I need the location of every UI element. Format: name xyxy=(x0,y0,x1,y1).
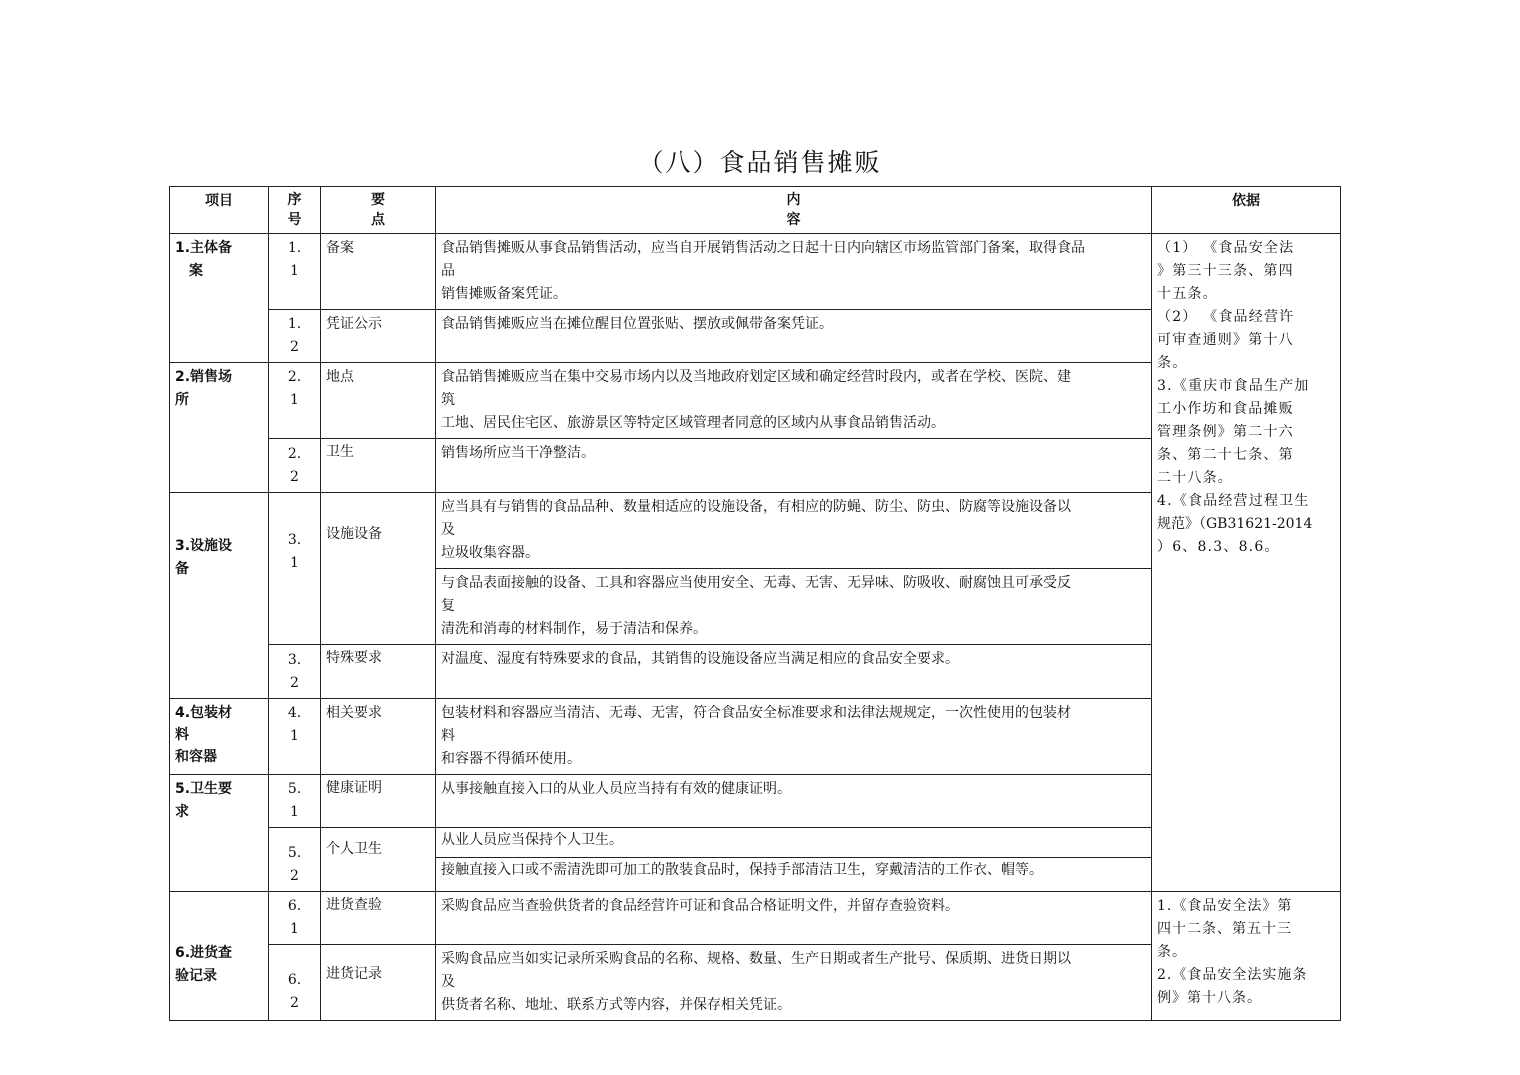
key-cell: 地点 xyxy=(321,363,436,439)
content-cell: 对温度、湿度有特殊要求的食品，其销售的设施设备应当满足相应的食品安全要求。 xyxy=(436,645,1152,699)
content-cell: 接触直接入口或不需清洗即可加工的散装食品时，保持手部清洁卫生，穿戴清洁的工作衣、帽等。 xyxy=(436,858,1152,892)
content-cell: 从事接触直接入口的从业人员应当持有有效的健康证明。 xyxy=(436,775,1152,828)
key-cell: 相关要求 xyxy=(321,699,436,775)
category-cell: 6.进货查 验记录 xyxy=(170,892,269,1021)
seq-cell: 4. 1 xyxy=(269,699,321,775)
content-cell: 食品销售摊贩应当在摊位醒目位置张贴、摆放或佩带备案凭证。 xyxy=(436,310,1152,363)
category-cell: 1.主体备 案 xyxy=(170,234,269,363)
header-item: 项目 xyxy=(170,187,269,234)
page-title: （八）食品销售摊贩 xyxy=(638,148,882,177)
category-cell: 4.包装材 料 和容器 xyxy=(170,699,269,775)
category-cell: 2.销售场 所 xyxy=(170,363,269,493)
seq-cell: 1. 1 xyxy=(269,234,321,310)
content-cell: 采购食品应当查验供货者的食品经营许可证和食品合格证明文件，并留存查验资料。 xyxy=(436,892,1152,945)
key-cell: 备案 xyxy=(321,234,436,310)
seq-cell: 6. 1 xyxy=(269,892,321,945)
seq-cell: 2. 2 xyxy=(269,439,321,493)
content-cell: 销售场所应当干净整洁。 xyxy=(436,439,1152,493)
key-cell: 进货记录 xyxy=(321,945,436,1021)
seq-cell: 6. 2 xyxy=(269,945,321,1021)
seq-cell: 1. 2 xyxy=(269,310,321,363)
key-cell: 特殊要求 xyxy=(321,645,436,699)
key-cell: 进货查验 xyxy=(321,892,436,945)
seq-cell: 5. 2 xyxy=(269,828,321,892)
content-cell: 从业人员应当保持个人卫生。 xyxy=(436,828,1152,858)
seq-cell: 3. 2 xyxy=(269,645,321,699)
key-cell: 设施设备 xyxy=(321,493,436,645)
key-cell: 卫生 xyxy=(321,439,436,493)
content-cell: 应当具有与销售的食品品种、数量相适应的设施设备，有相应的防蝇、防尘、防虫、防腐等设施设备以 及 垃圾收集容器。 xyxy=(436,493,1152,569)
category-cell: 3.设施设 备 xyxy=(170,493,269,699)
basis-cell: （1） 《食品安全法 》第三十三条、第四 十五条。 （2） 《食品经营许 可审查通则》第十八 条。 3.《重庆市食品生产加 工小作坊和食品摊贩 管理条例》第二十六 条、第二十七条、第 二十八条。 4.《食品经营过程卫生 规范》（GB31621-2014 ）6、8.3、8.6。 xyxy=(1152,234,1341,892)
basis-cell-purchase: 1.《食品安全法》第 四十二条、第五十三 条。 2.《食品安全法实施条 例》第十八条。 xyxy=(1152,892,1341,1021)
content-cell: 包装材料和容器应当清洁、无毒、无害，符合食品安全标准要求和法律法规规定，一次性使用的包装材 料 和容器不得循环使用。 xyxy=(436,699,1152,775)
header-content: 内 容 xyxy=(436,187,1152,234)
header-seq: 序 号 xyxy=(269,187,321,234)
content-cell: 食品销售摊贩应当在集中交易市场内以及当地政府划定区域和确定经营时段内，或者在学校、医院、建 筑 工地、居民住宅区、旅游景区等特定区域管理者同意的区域内从事食品销售活动。 xyxy=(436,363,1152,439)
header-basis: 依据 xyxy=(1152,187,1341,234)
seq-cell: 5. 1 xyxy=(269,775,321,828)
content-cell: 采购食品应当如实记录所采购食品的名称、规格、数量、生产日期或者生产批号、保质期、进货日期以 及 供货者名称、地址、联系方式等内容，并保存相关凭证。 xyxy=(436,945,1152,1021)
seq-cell: 2. 1 xyxy=(269,363,321,439)
header-key: 要 点 xyxy=(321,187,436,234)
content-cell: 食品销售摊贩从事食品销售活动，应当自开展销售活动之日起十日内向辖区市场监管部门备案，取得食品 品 销售摊贩备案凭证。 xyxy=(436,234,1152,310)
key-cell: 健康证明 xyxy=(321,775,436,828)
content-cell: 与食品表面接触的设备、工具和容器应当使用安全、无毒、无害、无异味、防吸收、耐腐蚀且可承受反 复 清洗和消毒的材料制作，易于清洁和保养。 xyxy=(436,569,1152,645)
table-row xyxy=(170,892,1341,945)
table-row xyxy=(170,234,1341,310)
header-row xyxy=(170,187,1341,234)
key-cell: 个人卫生 xyxy=(321,828,436,892)
category-cell: 5.卫生要 求 xyxy=(170,775,269,892)
inspection-table xyxy=(169,186,1341,1021)
key-cell: 凭证公示 xyxy=(321,310,436,363)
seq-cell: 3. 1 xyxy=(269,493,321,645)
